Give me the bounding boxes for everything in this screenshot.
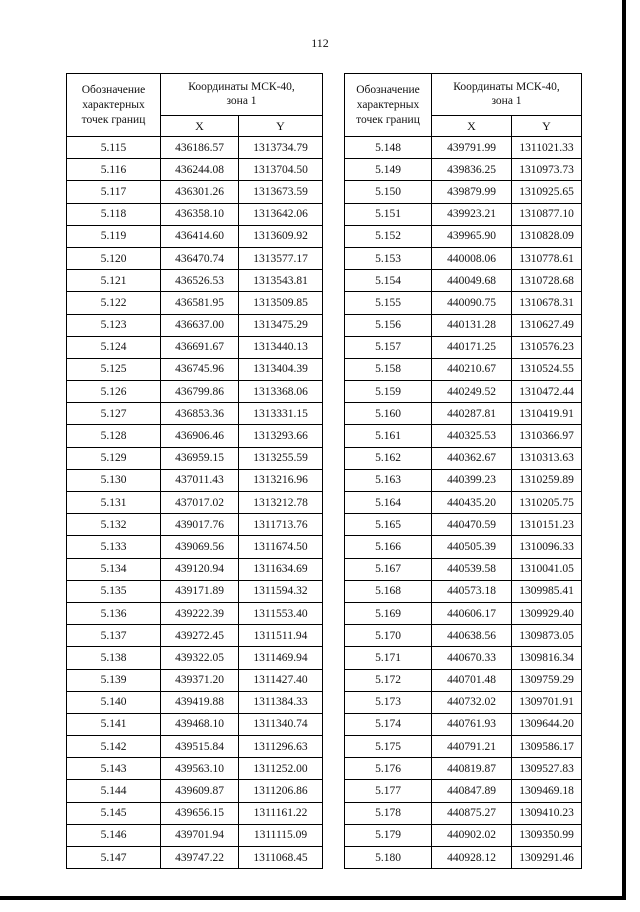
table-row	[345, 625, 582, 647]
table-row	[67, 736, 323, 758]
table-row	[67, 336, 323, 358]
x-coordinate-cell: 440638.56	[432, 625, 512, 647]
y-coordinate-cell: 1310259.89	[512, 469, 582, 491]
point-cell: 5.117	[67, 181, 161, 203]
x-coordinate-cell: 440090.75	[432, 292, 512, 314]
y-coordinate-cell: 1309527.83	[512, 758, 582, 780]
y-coordinate-cell: 1310877.10	[512, 203, 582, 225]
table-row	[67, 558, 323, 580]
table-row	[345, 336, 582, 358]
x-coordinate-cell: 440505.39	[432, 536, 512, 558]
table-row	[345, 758, 582, 780]
point-cell: 5.139	[67, 669, 161, 691]
x-coordinate-cell: 439468.10	[161, 713, 239, 735]
table-row	[67, 447, 323, 469]
table-row	[345, 558, 582, 580]
y-coordinate-cell: 1313704.50	[239, 159, 323, 181]
x-coordinate-cell: 440470.59	[432, 514, 512, 536]
x-coordinate-cell: 436526.53	[161, 270, 239, 292]
point-cell: 5.123	[67, 314, 161, 336]
y-coordinate-cell: 1309985.41	[512, 580, 582, 602]
y-coordinate-cell: 1310778.61	[512, 247, 582, 269]
y-coordinate-cell: 1313404.39	[239, 358, 323, 380]
y-coordinate-cell: 1309350.99	[512, 824, 582, 846]
y-coordinate-cell: 1311384.33	[239, 691, 323, 713]
y-coordinate-cell: 1311068.45	[239, 847, 323, 869]
y-coordinate-cell: 1311021.33	[512, 137, 582, 159]
point-cell: 5.168	[345, 580, 432, 602]
table-body	[345, 137, 582, 869]
coordinates-table-right	[344, 73, 582, 869]
x-coordinate-cell: 439965.90	[432, 225, 512, 247]
y-coordinate-cell: 1311674.50	[239, 536, 323, 558]
table-row	[345, 381, 582, 403]
table-row	[67, 625, 323, 647]
table-row	[67, 292, 323, 314]
x-coordinate-cell: 439923.21	[432, 203, 512, 225]
table-body	[67, 137, 323, 869]
y-coordinate-cell: 1310313.63	[512, 447, 582, 469]
point-cell: 5.122	[67, 292, 161, 314]
point-cell: 5.151	[345, 203, 432, 225]
point-cell: 5.141	[67, 713, 161, 735]
table-row	[67, 691, 323, 713]
y-coordinate-cell: 1311553.40	[239, 602, 323, 624]
table-row	[345, 647, 582, 669]
point-cell: 5.171	[345, 647, 432, 669]
x-coordinate-cell: 439791.99	[432, 137, 512, 159]
point-cell: 5.115	[67, 137, 161, 159]
table-row	[345, 247, 582, 269]
table-row	[67, 270, 323, 292]
x-coordinate-cell: 440670.33	[432, 647, 512, 669]
table-row	[345, 270, 582, 292]
point-cell: 5.148	[345, 137, 432, 159]
y-coordinate-cell: 1310524.55	[512, 358, 582, 380]
x-coordinate-cell: 440210.67	[432, 358, 512, 380]
table-row	[67, 602, 323, 624]
x-coordinate-cell: 440287.81	[432, 403, 512, 425]
y-coordinate-cell: 1309929.40	[512, 602, 582, 624]
header-point-line: точек границ	[356, 113, 420, 126]
y-coordinate-cell: 1313331.15	[239, 403, 323, 425]
point-cell: 5.132	[67, 514, 161, 536]
header-y: Y	[239, 115, 323, 136]
y-coordinate-cell: 1309586.17	[512, 736, 582, 758]
point-cell: 5.176	[345, 758, 432, 780]
point-cell: 5.137	[67, 625, 161, 647]
y-coordinate-cell: 1313642.06	[239, 203, 323, 225]
point-cell: 5.125	[67, 358, 161, 380]
y-coordinate-cell: 1309469.18	[512, 780, 582, 802]
y-coordinate-cell: 1313509.85	[239, 292, 323, 314]
point-cell: 5.128	[67, 425, 161, 447]
x-coordinate-cell: 439371.20	[161, 669, 239, 691]
header-x: X	[432, 115, 512, 136]
x-coordinate-cell: 440362.67	[432, 447, 512, 469]
table-row	[67, 847, 323, 869]
table-row	[345, 492, 582, 514]
x-coordinate-cell: 439609.87	[161, 780, 239, 802]
point-cell: 5.177	[345, 780, 432, 802]
table-row	[67, 758, 323, 780]
table-row	[345, 314, 582, 336]
header-coordinates-group	[161, 74, 323, 116]
y-coordinate-cell: 1313609.92	[239, 225, 323, 247]
table-row	[67, 802, 323, 824]
point-cell: 5.124	[67, 336, 161, 358]
x-coordinate-cell: 439879.99	[432, 181, 512, 203]
table-row	[67, 225, 323, 247]
table-row	[67, 381, 323, 403]
header-point-line: Обозначение	[81, 83, 146, 96]
x-coordinate-cell: 440847.89	[432, 780, 512, 802]
y-coordinate-cell: 1310041.05	[512, 558, 582, 580]
y-coordinate-cell: 1311340.74	[239, 713, 323, 735]
x-coordinate-cell: 439272.45	[161, 625, 239, 647]
header-point-line: Обозначение	[356, 83, 420, 96]
y-coordinate-cell: 1311634.69	[239, 558, 323, 580]
x-coordinate-cell: 439120.94	[161, 558, 239, 580]
header-group-line: Координаты МСК-40,	[453, 81, 560, 94]
y-coordinate-cell: 1311252.00	[239, 758, 323, 780]
x-coordinate-cell: 440539.58	[432, 558, 512, 580]
table-row	[345, 536, 582, 558]
x-coordinate-cell: 440435.20	[432, 492, 512, 514]
point-cell: 5.118	[67, 203, 161, 225]
y-coordinate-cell: 1313216.96	[239, 469, 323, 491]
table-row	[67, 159, 323, 181]
point-cell: 5.163	[345, 469, 432, 491]
y-coordinate-cell: 1313543.81	[239, 270, 323, 292]
y-coordinate-cell: 1310366.97	[512, 425, 582, 447]
point-cell: 5.145	[67, 802, 161, 824]
header-x: X	[161, 115, 239, 136]
point-cell: 5.121	[67, 270, 161, 292]
table-row	[345, 225, 582, 247]
header-point-designation	[67, 74, 161, 137]
x-coordinate-cell: 436853.36	[161, 403, 239, 425]
y-coordinate-cell: 1309410.23	[512, 802, 582, 824]
table-row	[345, 669, 582, 691]
x-coordinate-cell: 439222.39	[161, 602, 239, 624]
x-coordinate-cell: 440049.68	[432, 270, 512, 292]
point-cell: 5.119	[67, 225, 161, 247]
header-point-line: характерных	[356, 98, 420, 111]
x-coordinate-cell: 439747.22	[161, 847, 239, 869]
x-coordinate-cell: 440573.18	[432, 580, 512, 602]
y-coordinate-cell: 1313368.06	[239, 381, 323, 403]
y-coordinate-cell: 1311206.86	[239, 780, 323, 802]
x-coordinate-cell: 439017.76	[161, 514, 239, 536]
point-cell: 5.180	[345, 847, 432, 869]
x-coordinate-cell: 439515.84	[161, 736, 239, 758]
x-coordinate-cell: 436637.00	[161, 314, 239, 336]
table-row	[345, 292, 582, 314]
header-point-line: характерных	[82, 98, 145, 111]
y-coordinate-cell: 1311161.22	[239, 802, 323, 824]
table-row	[67, 492, 323, 514]
table-row	[345, 137, 582, 159]
x-coordinate-cell: 439701.94	[161, 824, 239, 846]
x-coordinate-cell: 440325.53	[432, 425, 512, 447]
point-cell: 5.133	[67, 536, 161, 558]
x-coordinate-cell: 440249.52	[432, 381, 512, 403]
header-point-line: точек границ	[81, 113, 146, 126]
y-coordinate-cell: 1309644.20	[512, 713, 582, 735]
table-row	[345, 159, 582, 181]
table-row	[67, 247, 323, 269]
x-coordinate-cell: 440008.06	[432, 247, 512, 269]
point-cell: 5.161	[345, 425, 432, 447]
table-row	[345, 713, 582, 735]
y-coordinate-cell: 1313577.17	[239, 247, 323, 269]
x-coordinate-cell: 439836.25	[432, 159, 512, 181]
x-coordinate-cell: 440606.17	[432, 602, 512, 624]
table-row	[345, 824, 582, 846]
table-row	[67, 137, 323, 159]
y-coordinate-cell: 1313673.59	[239, 181, 323, 203]
point-cell: 5.173	[345, 691, 432, 713]
x-coordinate-cell: 436301.26	[161, 181, 239, 203]
y-coordinate-cell: 1310419.91	[512, 403, 582, 425]
table-row	[67, 824, 323, 846]
table-row	[67, 580, 323, 602]
point-cell: 5.153	[345, 247, 432, 269]
y-coordinate-cell: 1310205.75	[512, 492, 582, 514]
x-coordinate-cell: 440928.12	[432, 847, 512, 869]
table-row	[345, 602, 582, 624]
x-coordinate-cell: 436959.15	[161, 447, 239, 469]
y-coordinate-cell: 1309291.46	[512, 847, 582, 869]
point-cell: 5.162	[345, 447, 432, 469]
x-coordinate-cell: 436745.96	[161, 358, 239, 380]
point-cell: 5.157	[345, 336, 432, 358]
table-row	[67, 314, 323, 336]
table-row	[345, 580, 582, 602]
x-coordinate-cell: 437011.43	[161, 469, 239, 491]
x-coordinate-cell: 440732.02	[432, 691, 512, 713]
table-row	[345, 447, 582, 469]
table-row	[67, 181, 323, 203]
y-coordinate-cell: 1311296.63	[239, 736, 323, 758]
y-coordinate-cell: 1310828.09	[512, 225, 582, 247]
point-cell: 5.175	[345, 736, 432, 758]
y-coordinate-cell: 1310576.23	[512, 336, 582, 358]
x-coordinate-cell: 440902.02	[432, 824, 512, 846]
page-number: 112	[311, 36, 329, 50]
x-coordinate-cell: 439069.56	[161, 536, 239, 558]
point-cell: 5.149	[345, 159, 432, 181]
y-coordinate-cell: 1313734.79	[239, 137, 323, 159]
y-coordinate-cell: 1313475.29	[239, 314, 323, 336]
point-cell: 5.158	[345, 358, 432, 380]
table-row	[67, 780, 323, 802]
point-cell: 5.160	[345, 403, 432, 425]
x-coordinate-cell: 439171.89	[161, 580, 239, 602]
header-coordinates-group	[432, 74, 582, 116]
y-coordinate-cell: 1310151.23	[512, 514, 582, 536]
x-coordinate-cell: 440791.21	[432, 736, 512, 758]
point-cell: 5.135	[67, 580, 161, 602]
point-cell: 5.150	[345, 181, 432, 203]
y-coordinate-cell: 1310973.73	[512, 159, 582, 181]
point-cell: 5.138	[67, 647, 161, 669]
y-coordinate-cell: 1309701.91	[512, 691, 582, 713]
table-row	[67, 669, 323, 691]
point-cell: 5.146	[67, 824, 161, 846]
table-row	[345, 802, 582, 824]
x-coordinate-cell: 436691.67	[161, 336, 239, 358]
point-cell: 5.130	[67, 469, 161, 491]
table-row	[345, 203, 582, 225]
x-coordinate-cell: 440819.87	[432, 758, 512, 780]
y-coordinate-cell: 1310096.33	[512, 536, 582, 558]
point-cell: 5.172	[345, 669, 432, 691]
y-coordinate-cell: 1309873.05	[512, 625, 582, 647]
point-cell: 5.154	[345, 270, 432, 292]
point-cell: 5.134	[67, 558, 161, 580]
x-coordinate-cell: 439419.88	[161, 691, 239, 713]
y-coordinate-cell: 1311427.40	[239, 669, 323, 691]
y-coordinate-cell: 1311713.76	[239, 514, 323, 536]
y-coordinate-cell: 1311511.94	[239, 625, 323, 647]
table-row	[345, 514, 582, 536]
y-coordinate-cell: 1313440.13	[239, 336, 323, 358]
y-coordinate-cell: 1310728.68	[512, 270, 582, 292]
y-coordinate-cell: 1311469.94	[239, 647, 323, 669]
header-point-designation	[345, 74, 432, 137]
x-coordinate-cell: 440875.27	[432, 802, 512, 824]
point-cell: 5.131	[67, 492, 161, 514]
x-coordinate-cell: 436799.86	[161, 381, 239, 403]
table-row	[345, 358, 582, 380]
x-coordinate-cell: 436186.57	[161, 137, 239, 159]
table-row	[345, 691, 582, 713]
header-group-line: зона 1	[491, 95, 522, 108]
table-row	[345, 736, 582, 758]
y-coordinate-cell: 1311115.09	[239, 824, 323, 846]
point-cell: 5.147	[67, 847, 161, 869]
table-row	[345, 780, 582, 802]
y-coordinate-cell: 1310472.44	[512, 381, 582, 403]
y-coordinate-cell: 1310627.49	[512, 314, 582, 336]
x-coordinate-cell: 439656.15	[161, 802, 239, 824]
point-cell: 5.136	[67, 602, 161, 624]
point-cell: 5.120	[67, 247, 161, 269]
point-cell: 5.159	[345, 381, 432, 403]
table-row	[67, 425, 323, 447]
y-coordinate-cell: 1311594.32	[239, 580, 323, 602]
point-cell: 5.170	[345, 625, 432, 647]
table-row	[67, 203, 323, 225]
coordinates-table-left	[66, 73, 323, 869]
table-row	[345, 469, 582, 491]
table-row	[67, 536, 323, 558]
point-cell: 5.179	[345, 824, 432, 846]
x-coordinate-cell: 440761.93	[432, 713, 512, 735]
point-cell: 5.174	[345, 713, 432, 735]
table-row	[345, 847, 582, 869]
point-cell: 5.156	[345, 314, 432, 336]
point-cell: 5.167	[345, 558, 432, 580]
point-cell: 5.142	[67, 736, 161, 758]
x-coordinate-cell: 436581.95	[161, 292, 239, 314]
point-cell: 5.155	[345, 292, 432, 314]
table-row	[67, 358, 323, 380]
x-coordinate-cell: 439563.10	[161, 758, 239, 780]
point-cell: 5.144	[67, 780, 161, 802]
point-cell: 5.140	[67, 691, 161, 713]
point-cell: 5.166	[345, 536, 432, 558]
table-row	[345, 181, 582, 203]
x-coordinate-cell: 436358.10	[161, 203, 239, 225]
point-cell: 5.152	[345, 225, 432, 247]
table-row	[67, 713, 323, 735]
point-cell: 5.165	[345, 514, 432, 536]
point-cell: 5.116	[67, 159, 161, 181]
y-coordinate-cell: 1309816.34	[512, 647, 582, 669]
point-cell: 5.129	[67, 447, 161, 469]
x-coordinate-cell: 436244.08	[161, 159, 239, 181]
table-row	[67, 647, 323, 669]
table-row	[67, 514, 323, 536]
x-coordinate-cell: 436470.74	[161, 247, 239, 269]
y-coordinate-cell: 1313212.78	[239, 492, 323, 514]
point-cell: 5.143	[67, 758, 161, 780]
header-y: Y	[512, 115, 582, 136]
point-cell: 5.178	[345, 802, 432, 824]
point-cell: 5.164	[345, 492, 432, 514]
point-cell: 5.169	[345, 602, 432, 624]
header-group-line: Координаты МСК-40,	[188, 81, 295, 94]
table-row	[345, 425, 582, 447]
x-coordinate-cell: 440131.28	[432, 314, 512, 336]
x-coordinate-cell: 437017.02	[161, 492, 239, 514]
table-row	[345, 403, 582, 425]
x-coordinate-cell: 436906.46	[161, 425, 239, 447]
x-coordinate-cell: 440399.23	[432, 469, 512, 491]
table-row	[67, 469, 323, 491]
x-coordinate-cell: 440171.25	[432, 336, 512, 358]
x-coordinate-cell: 440701.48	[432, 669, 512, 691]
x-coordinate-cell: 436414.60	[161, 225, 239, 247]
y-coordinate-cell: 1310678.31	[512, 292, 582, 314]
x-coordinate-cell: 439322.05	[161, 647, 239, 669]
y-coordinate-cell: 1313255.59	[239, 447, 323, 469]
point-cell: 5.127	[67, 403, 161, 425]
point-cell: 5.126	[67, 381, 161, 403]
y-coordinate-cell: 1310925.65	[512, 181, 582, 203]
header-group-line: зона 1	[226, 95, 257, 108]
table-row	[67, 403, 323, 425]
y-coordinate-cell: 1309759.29	[512, 669, 582, 691]
y-coordinate-cell: 1313293.66	[239, 425, 323, 447]
